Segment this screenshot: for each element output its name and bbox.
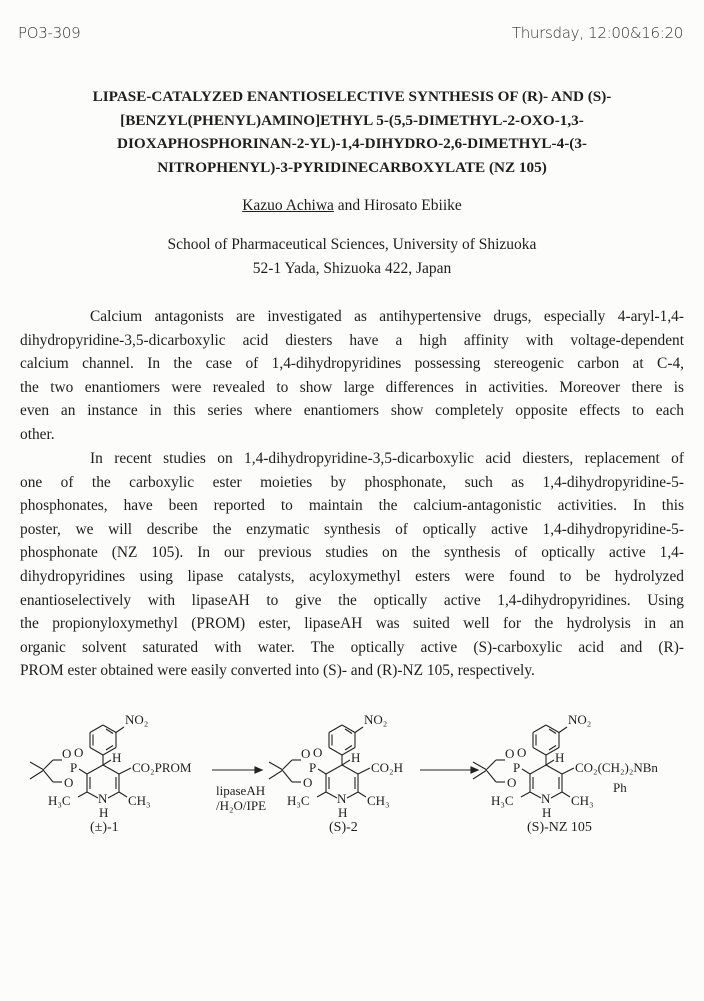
- phosphorus-label: P: [309, 760, 317, 775]
- c4-hydrogen-label: H: [555, 750, 565, 765]
- presenting-author: Kazuo Achiwa: [242, 197, 334, 214]
- ring-bond: [342, 765, 358, 774]
- title-line: [BENZYL(PHENYL)AMINO]ETHYL 5-(5,5-DIMETHYL-2-OXO-1,3-: [120, 111, 584, 129]
- methyl-label: CH₃: [571, 793, 594, 808]
- ring-bond: [487, 760, 496, 769]
- text-line: Calcium antagonists are investigated as antihypertensive drugs, especially 4-aryl-1,4-: [90, 308, 684, 325]
- paper-title: [0, 85, 704, 180]
- nitro-group-label: NO₂: [364, 712, 388, 727]
- text-line: PROM ester obtained were easily converted into (S)- and (R)-NZ 105, respectively.: [20, 662, 535, 680]
- methyl-bond: [358, 792, 366, 797]
- ester-group-label: CO₂(CH₂)₂NBn: [575, 760, 658, 775]
- nitro-bond: [355, 727, 363, 733]
- benzene-bond: [90, 748, 103, 756]
- h-bond: [546, 760, 554, 765]
- compound-label: (S)-2: [329, 820, 358, 835]
- text-line: In recent studies on 1,4-dihydropyridine-3,5-dicarboxylic acid diesters, replacement of: [90, 450, 684, 467]
- benzene-bond: [90, 725, 103, 733]
- reagent-enzyme: lipaseAH: [216, 783, 266, 798]
- benzene-bond: [329, 748, 342, 756]
- h-bond: [342, 760, 350, 765]
- benzene-bond: [329, 725, 342, 733]
- methyl-label: CH₃: [367, 793, 390, 808]
- phosphorus-bond: [522, 769, 530, 774]
- compound-structure: [269, 712, 403, 835]
- oxygen-label: O: [64, 775, 74, 790]
- methyl-bond: [317, 792, 326, 797]
- methyl-label: H₃C: [48, 793, 71, 808]
- methyl-bond: [78, 792, 87, 797]
- text-line: calcium channel. In the case of 1,4-dihydropyridines possessing stereogenic carbon at C-4,: [20, 355, 684, 373]
- nitrogen-label: N: [541, 791, 551, 806]
- affiliation-institution: School of Pharmaceutical Sciences, University of Shizuoka: [167, 236, 537, 253]
- arrow-head: [471, 767, 478, 773]
- ring-bond: [103, 765, 119, 774]
- paragraph-intro: [20, 305, 684, 447]
- nitro-bond: [116, 727, 124, 733]
- ring-bond: [44, 771, 53, 782]
- ester-bond: [562, 768, 574, 774]
- nh-hydrogen-label: H: [99, 805, 109, 820]
- methyl-label: CH₃: [128, 793, 151, 808]
- ring-bond: [546, 765, 562, 774]
- benzene-bond: [533, 748, 546, 756]
- methyl-bond: [119, 792, 127, 797]
- c4-hydrogen-label: H: [351, 750, 361, 765]
- h-bond: [103, 760, 111, 765]
- arrow-head: [255, 767, 262, 773]
- text-line: even an instance in this series where enantiomers show completely opposite effects to each: [20, 402, 684, 420]
- phosphorus-label: P: [70, 760, 78, 775]
- text-line: one of the carboxylic ester moieties by phosphonate, such as 1,4-dihydropyridine-5-: [20, 473, 684, 491]
- ester-group-label: CO₂H: [371, 760, 403, 775]
- text-line: organic solvent saturated with water. The optically active (S)-carboxylic acid and (R)-: [20, 638, 684, 656]
- phosphorus-bond: [318, 769, 326, 774]
- oxygen-label: O: [507, 775, 517, 790]
- nitro-group-label: NO₂: [568, 712, 592, 727]
- benzene-bond: [533, 725, 546, 733]
- ring-bond: [326, 792, 337, 798]
- compound-structure: [473, 712, 658, 835]
- methyl-label: H₃C: [491, 793, 514, 808]
- text-line: dihydropyridines using lipase catalysts, acyloxymethyl esters were found to be hydrolyzed: [20, 567, 684, 585]
- paragraph-synthesis: [20, 447, 684, 683]
- ring-bond: [283, 760, 292, 769]
- methyl-bond: [30, 762, 44, 770]
- oxygen-label: O: [313, 745, 323, 760]
- methyl-label: H₃C: [287, 793, 310, 808]
- ring-bond: [530, 765, 546, 774]
- text-line: poster, we will describe the enzymatic synthesis of optically active 1,4-dihydropyridine-5-: [20, 520, 684, 538]
- c4-hydrogen-label: H: [112, 750, 122, 765]
- nitro-bond: [559, 727, 567, 733]
- oxygen-label: O: [62, 746, 72, 761]
- ring-bond: [326, 765, 342, 774]
- text-line: the two enantiomers were revealed to show large differences in activities. Moreover there is: [20, 378, 684, 396]
- ring-bond: [487, 771, 496, 782]
- phenyl-label: Ph: [613, 780, 627, 795]
- title-line: LIPASE-CATALYZED ENANTIOSELECTIVE SYNTHESIS OF (R)- AND (S)-: [92, 88, 612, 105]
- methyl-bond: [30, 770, 44, 779]
- methyl-bond: [562, 792, 570, 797]
- ring-bond: [551, 792, 562, 798]
- nh-hydrogen-label: H: [542, 805, 552, 820]
- oxygen-label: O: [505, 746, 515, 761]
- poster-code: PO3-309: [18, 24, 81, 42]
- methyl-bond: [269, 770, 283, 779]
- compound-structure: [30, 712, 192, 835]
- ring-bond: [87, 792, 98, 798]
- ester-group-label: CO₂PROM: [132, 760, 192, 775]
- nh-hydrogen-label: H: [338, 805, 348, 820]
- title-line: DIOXAPHOSPHORINAN-2-YL)-1,4-DIHYDRO-2,6-DIMETHYL-4-(3-: [117, 135, 587, 153]
- oxygen-label: O: [301, 746, 311, 761]
- oxygen-label: O: [303, 775, 313, 790]
- text-line: the propionyloxymethyl (PROM) ester, lipaseAH was suited well for the hydrolysis in an: [20, 615, 684, 633]
- affiliation-address: 52-1 Yada, Shizuoka 422, Japan: [252, 260, 452, 277]
- session-time: Thursday, 12:00&16:20: [511, 24, 683, 42]
- nitrogen-label: N: [337, 791, 347, 806]
- title-line: NITROPHENYL)-3-PYRIDINECARBOXYLATE (NZ 105): [157, 159, 547, 177]
- ring-bond: [283, 771, 292, 782]
- text-line: phosphonates, have been reported to maintain the calcium-antagonistic activities. In this: [20, 497, 684, 515]
- text-line: enantioselectively with lipaseAH to give the optically active 1,4-dihydropyridines. Using: [20, 591, 684, 609]
- authors: [0, 197, 704, 215]
- compound-label: (S)-NZ 105: [527, 820, 592, 835]
- phosphorus-label: P: [513, 760, 521, 775]
- methyl-bond: [269, 762, 283, 770]
- oxygen-label: O: [517, 745, 527, 760]
- oxygen-label: O: [74, 745, 84, 760]
- text-line: phosphonate (NZ 105). In our previous studies on the synthesis of optically active 1,4-: [20, 544, 684, 562]
- ester-bond: [119, 768, 131, 774]
- reaction-scheme: [0, 700, 704, 860]
- ring-bond: [530, 792, 541, 798]
- methyl-bond: [521, 792, 530, 797]
- co-author: and Hirosato Ebiike: [333, 197, 462, 214]
- nitrogen-label: N: [98, 791, 108, 806]
- ring-bond: [87, 765, 103, 774]
- reagent-conditions: /H₂O/IPE: [216, 798, 267, 813]
- ring-bond: [347, 792, 358, 798]
- ring-bond: [108, 792, 119, 798]
- ester-bond: [358, 768, 370, 774]
- nitro-group-label: NO₂: [125, 712, 149, 727]
- compound-label: (±)-1: [90, 820, 119, 835]
- text-line: other.: [20, 425, 55, 443]
- ring-bond: [44, 760, 53, 769]
- text-line: dihydropyridine-3,5-dicarboxylic acid diesters have a high affinity with voltage-dependent: [20, 331, 684, 349]
- phosphorus-bond: [79, 769, 87, 774]
